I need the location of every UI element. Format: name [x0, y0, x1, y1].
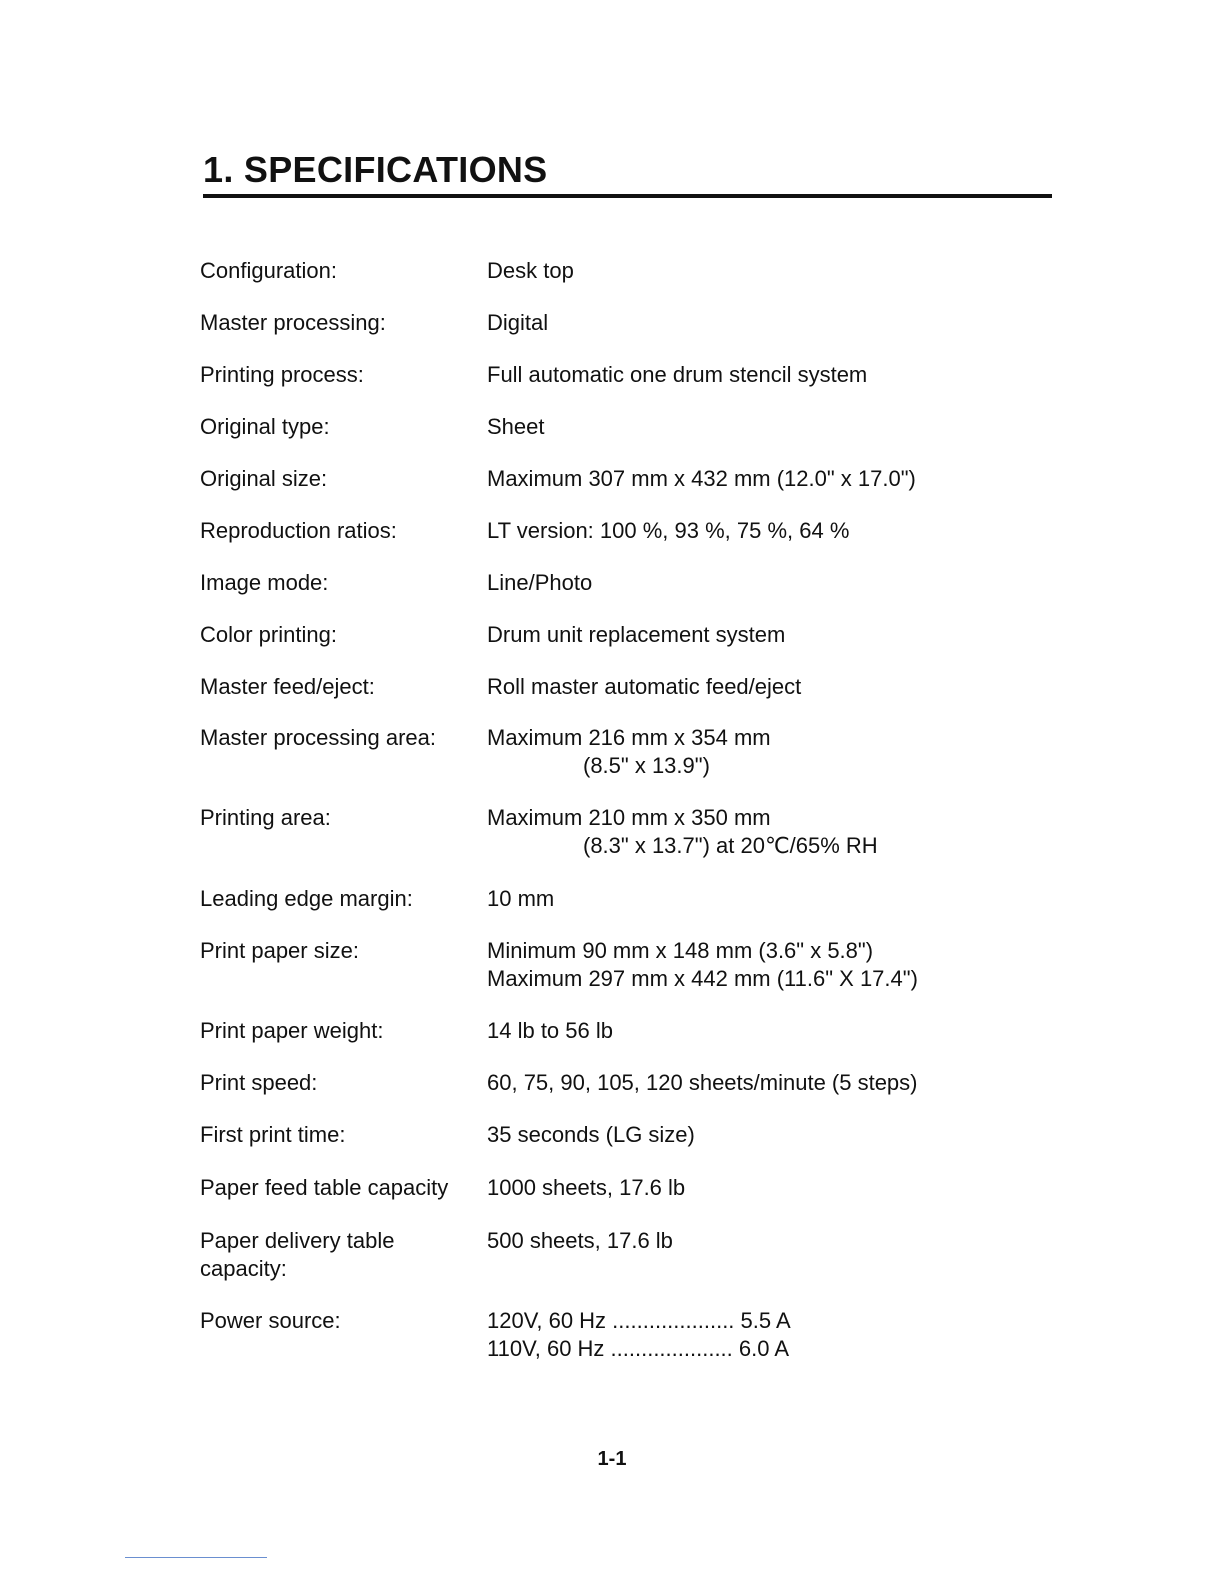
- spec-value: Sheet: [487, 414, 545, 439]
- spec-label: Paper feed table capacity: [200, 1175, 449, 1200]
- spec-label: Reproduction ratios:: [200, 518, 397, 543]
- spec-value: 60, 75, 90, 105, 120 sheets/minute (5 steps): [487, 1070, 918, 1095]
- spec-value: Full automatic one drum stencil system: [487, 362, 868, 387]
- spec-label: Paper delivery table capacity:: [200, 1228, 395, 1281]
- spec-label: Print speed:: [200, 1070, 318, 1095]
- spec-label: Master processing area:: [200, 725, 436, 750]
- spec-value: 500 sheets, 17.6 lb: [487, 1228, 673, 1253]
- spec-value: LT version: 100 %, 93 %, 75 %, 64 %: [487, 518, 850, 543]
- spec-label: Master processing:: [200, 310, 386, 335]
- spec-label: Power source:: [200, 1308, 341, 1333]
- spec-value: Minimum 90 mm x 148 mm (3.6" x 5.8") Maximum 297 mm x 442 mm (11.6" X 17.4"): [487, 938, 918, 991]
- spec-value: Maximum 210 mm x 350 mm (8.3" x 13.7") at 20℃/65% RH: [487, 805, 878, 858]
- spec-value: Line/Photo: [487, 570, 593, 595]
- spec-value: 35 seconds (LG size): [487, 1122, 695, 1147]
- spec-value: Desk top: [487, 258, 574, 283]
- spec-value: 120V, 60 Hz .................... 5.5 A 110V, 60 Hz .................... 6.0 A: [487, 1308, 791, 1361]
- spec-label: First print time:: [200, 1122, 346, 1147]
- spec-label: Original type:: [200, 414, 330, 439]
- spec-label: Configuration:: [200, 258, 337, 283]
- page-number: 1-1: [597, 1448, 627, 1470]
- spec-value: Maximum 307 mm x 432 mm (12.0" x 17.0"): [487, 466, 916, 491]
- spec-label: Print paper weight:: [200, 1018, 384, 1043]
- page-title: 1. SPECIFICATIONS: [203, 150, 1052, 198]
- spec-label: Printing area:: [200, 805, 331, 830]
- spec-label: Color printing:: [200, 622, 337, 647]
- spec-value: Roll master automatic feed/eject: [487, 674, 802, 699]
- spec-value: 10 mm: [487, 886, 555, 911]
- spec-label: Printing process:: [200, 362, 364, 387]
- decorative-rule: [125, 1557, 267, 1558]
- spec-value: Drum unit replacement system: [487, 622, 786, 647]
- spec-value: Maximum 216 mm x 354 mm (8.5" x 13.9"): [487, 725, 771, 778]
- spec-value: Digital: [487, 310, 549, 335]
- spec-label: Leading edge margin:: [200, 886, 413, 911]
- spec-label: Master feed/eject:: [200, 674, 375, 699]
- spec-label: Image mode:: [200, 570, 329, 595]
- spec-label: Original size:: [200, 466, 328, 491]
- spec-value: 14 lb to 56 lb: [487, 1018, 613, 1043]
- spec-value: 1000 sheets, 17.6 lb: [487, 1175, 686, 1200]
- spec-label: Print paper size:: [200, 938, 359, 963]
